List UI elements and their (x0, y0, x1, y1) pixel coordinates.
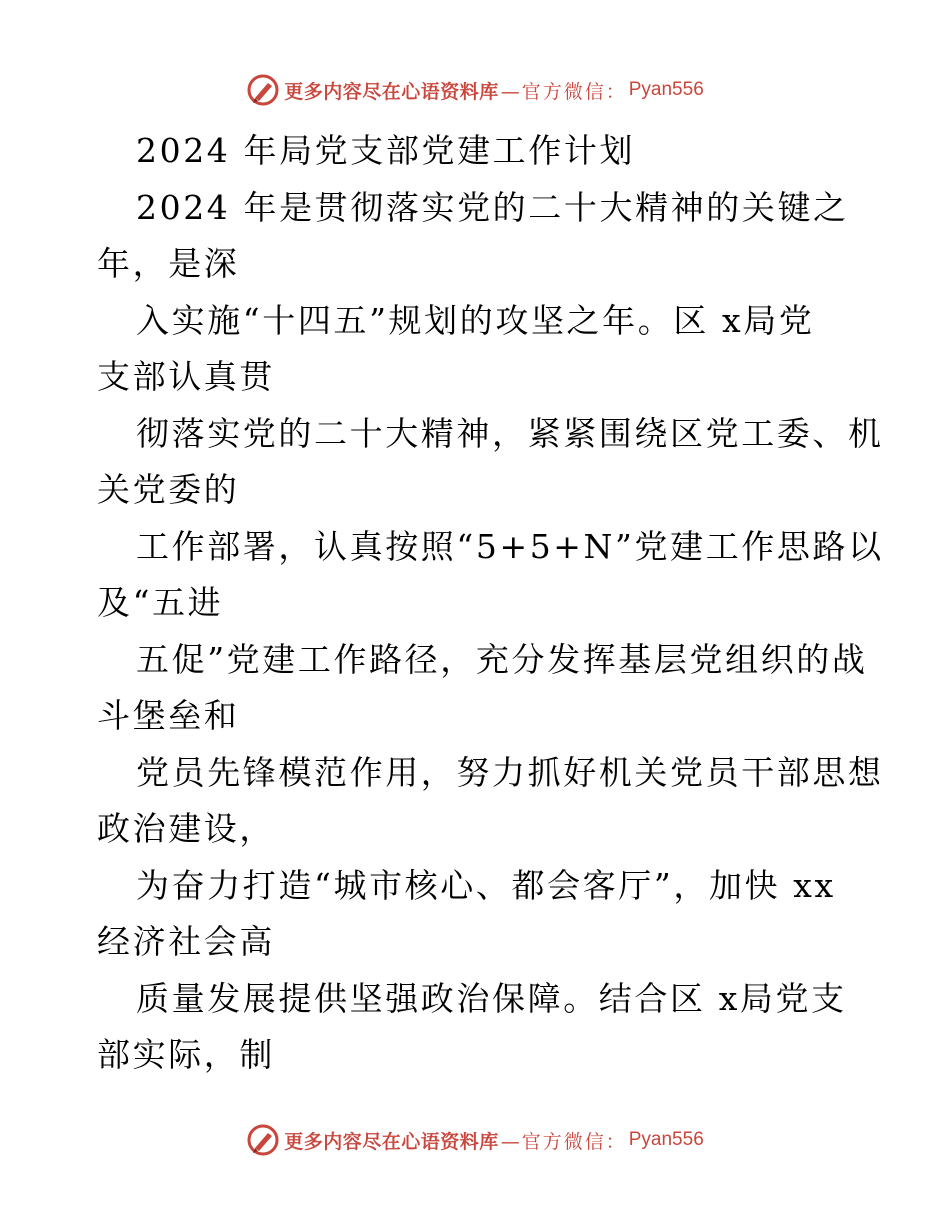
paragraph-line: 入实施“十四五”规划的攻坚之年。区 x局党 (136, 300, 815, 340)
paragraph-line: 五促”党建工作路径，充分发挥基层党组织的战 (136, 639, 868, 679)
paragraph-line: 部实际，制 (97, 1035, 275, 1074)
watermark-brand: 更多内容尽在心语资料库 (284, 1130, 499, 1153)
paragraph-line: 关党委的 (97, 470, 240, 509)
paragraph-line: 工作部署，认真按照“5+5+N”党建工作思路以 (136, 526, 884, 566)
paragraph-line: 为奋力打造“城市核心、都会客厅”，加快 xx (136, 865, 836, 905)
watermark-wechat-id: Pyan556 (628, 79, 704, 100)
watermark-wechat-id: Pyan556 (628, 1129, 704, 1150)
paragraph-line: 支部认真贯 (97, 357, 275, 396)
paragraph-line: 政治建设， (97, 809, 275, 848)
paragraph-line: 经济社会高 (97, 922, 275, 961)
document-body (97, 123, 887, 1084)
watermark-official-label: —官方微信： (500, 80, 627, 103)
document-title: 2024 年局党支部党建工作计划 (136, 131, 636, 170)
watermark-footer (0, 1120, 950, 1160)
watermark-brand: 更多内容尽在心语资料库 (284, 80, 499, 103)
paragraph-line: 及“五进 (97, 583, 224, 622)
paragraph-line: 2024 年是贯彻落实党的二十大精神的关键之 (136, 187, 849, 227)
paragraph-line: 彻落实党的二十大精神，紧紧围绕区党工委、机 (136, 413, 884, 453)
pen-logo-icon (246, 1123, 280, 1157)
paragraph-line: 年，是深 (97, 244, 240, 283)
paragraph-line: 党员先锋模范作用，努力抓好机关党员干部思想 (136, 752, 884, 792)
watermark-official-label: —官方微信： (500, 1130, 627, 1153)
paragraph-line: 斗堡垒和 (97, 696, 240, 735)
paragraph-line: 质量发展提供坚强政治保障。结合区 x局党支 (136, 978, 847, 1018)
pen-logo-icon (246, 73, 280, 107)
watermark-header (0, 70, 950, 110)
